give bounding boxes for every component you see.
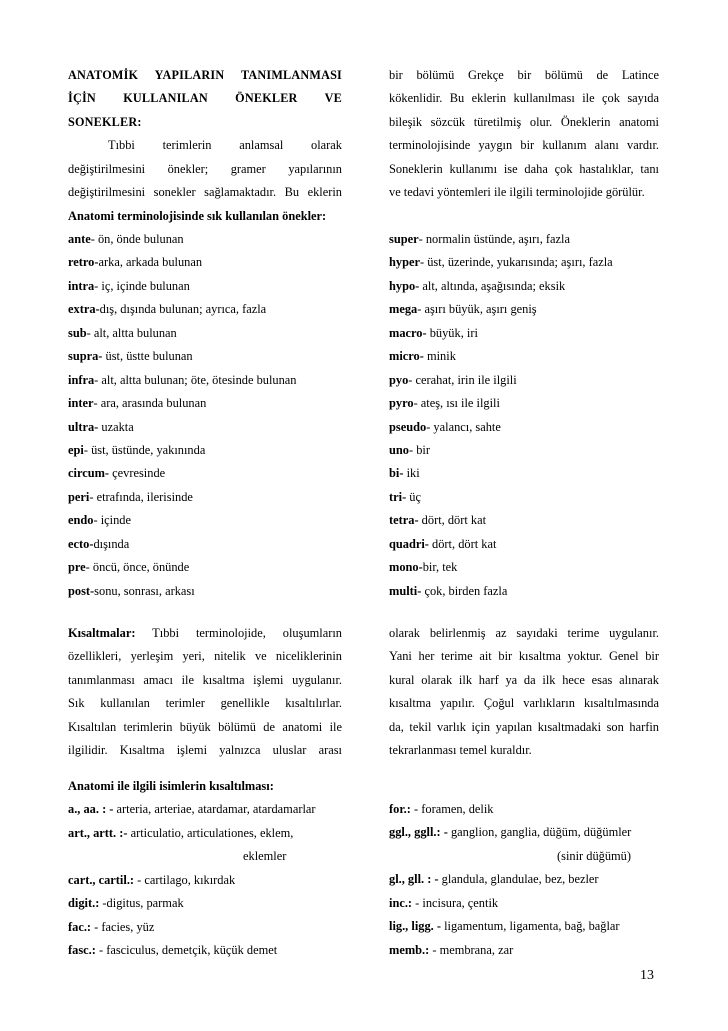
prefix-entry — [389, 322, 659, 345]
prefix-term: retro- — [68, 255, 99, 270]
prefix-entry — [68, 298, 342, 321]
abbreviation-definition: ganglion, ganglia, düğüm, düğümler — [447, 825, 632, 840]
abbreviation-definition: articulatio, articulationes, eklem, — [127, 825, 294, 840]
prefix-term: bi- — [389, 466, 404, 481]
abbreviation-entry — [68, 869, 342, 892]
prefix-definition: bir, tek — [422, 560, 458, 575]
prefix-definition: dış, dışında bulunan; ayrıca, fazla — [99, 302, 267, 317]
prefix-term: micro- — [389, 349, 424, 364]
abbreviation-entry — [68, 845, 342, 868]
paragraph-line: bileşik sözcük türetilmiş olur. Öneklerin anatomi — [389, 114, 659, 129]
prefix-entry — [68, 509, 342, 532]
prefix-term: multi- — [389, 583, 422, 598]
paragraph-text: Tıbbi terminolojide, oluşumların — [135, 626, 342, 640]
abbreviation-term: a., aa. : - — [68, 802, 114, 817]
prefix-definition: üst, üstte bulunan — [102, 349, 193, 364]
prefix-definition: uzakta — [98, 419, 134, 434]
prefix-entry — [68, 556, 342, 579]
prefix-definition: - yalancı, sahte — [426, 419, 501, 434]
prefix-entry — [389, 369, 659, 392]
abbreviation-entry — [389, 939, 659, 962]
prefix-entry — [389, 416, 659, 439]
paragraph-line: kökenlidir. Bu eklerin kullanılması ile çok sayıda — [389, 91, 659, 106]
prefix-term: extra- — [68, 302, 100, 317]
prefix-entry — [68, 439, 342, 462]
paragraph-line: Soneklerin kullanımı ise daha çok hastalıklar, tanı — [389, 161, 659, 176]
prefix-definition: - alt, altta bulunan — [86, 325, 177, 340]
paragraph-line: bir bölümü Grekçe bir bölümü de Latince — [389, 68, 659, 82]
page-number: 13 — [640, 968, 654, 983]
prefix-term: pseudo — [389, 419, 427, 434]
prefix-entry — [68, 369, 342, 392]
abbreviation-definition: eklemler — [243, 849, 287, 864]
prefix-entry — [68, 251, 342, 274]
right-column-top — [389, 64, 659, 205]
abbreviation-definition: - incisura, çentik — [412, 895, 499, 910]
abbreviation-term: inc.: — [389, 895, 413, 910]
abbreviation-term: fac.: — [68, 919, 92, 934]
prefix-entry — [68, 486, 342, 509]
prefix-entry — [389, 275, 659, 298]
abbreviation-entry — [68, 822, 342, 845]
prefix-entry — [389, 298, 659, 321]
paragraph-line: tanımlanması amacı ile kısaltma işlemi uygulanır. — [68, 672, 342, 687]
abbreviation-entry — [389, 915, 659, 938]
abbreviation-paragraph-right — [389, 622, 659, 763]
prefix-entry — [68, 533, 342, 556]
abbreviation-entry — [68, 892, 342, 915]
paragraph-line: olarak belirlenmiş az sayıdaki terime uygulanır. — [389, 626, 659, 640]
left-column-top — [68, 64, 342, 228]
prefix-definition: çok, birden fazla — [421, 583, 508, 598]
prefix-definition: üç — [406, 489, 421, 504]
prefix-entry — [68, 580, 342, 603]
prefix-definition: - üst, üstünde, yakınında — [83, 442, 206, 457]
abbreviation-definition: (sinir düğümü) — [557, 848, 631, 863]
prefix-term: peri — [68, 489, 90, 504]
abbreviation-definition: - membrana, zar — [429, 942, 514, 957]
prefix-entry — [389, 439, 659, 462]
abbreviation-term: ggl., ggll.: - — [389, 825, 448, 840]
abbreviation-paragraph-left — [68, 622, 342, 763]
abbreviation-definition: - foramen, delik — [410, 802, 494, 816]
abbreviation-entry — [389, 892, 659, 915]
prefix-definition: - ara, arasında bulunan — [93, 396, 207, 411]
prefix-term: mega — [389, 302, 418, 317]
prefix-entry — [389, 392, 659, 415]
list-heading: Anatomi terminolojisinde sık kullanılan önekler: — [68, 208, 327, 223]
prefix-definition: - alt, altta bulunan; öte, ötesinde bulunan — [94, 372, 297, 387]
prefix-entry — [68, 416, 342, 439]
paragraph-line: kural olarak ilk harf ya da ilk hece esas alınarak — [389, 672, 659, 687]
prefix-entry — [389, 580, 659, 603]
prefix-definition: - etrafında, ilerisinde — [89, 489, 193, 504]
abbreviation-term: art., artt. :- — [68, 825, 128, 840]
prefix-entry — [389, 345, 659, 368]
prefix-definition: - cerahat, irin ile ilgili — [408, 372, 517, 387]
prefix-definition: - bir — [408, 442, 430, 457]
paragraph-line: ve tedavi yöntemleri ile ilgili terminolojide görülür. — [389, 185, 645, 200]
prefix-term: ecto- — [68, 536, 94, 551]
abbreviation-entry — [68, 798, 342, 821]
paragraph-line: tekrarlanması temel kuraldır. — [389, 743, 532, 758]
prefix-definition: minik — [423, 349, 456, 364]
section-title-line: ANATOMİK YAPILARIN TANIMLANMASI — [68, 68, 342, 82]
names-heading: Anatomi ile ilgili isimlerin kısaltılması: — [68, 779, 274, 793]
abbreviation-label: Kısaltmalar: — [68, 626, 136, 640]
prefix-term: supra- — [68, 349, 103, 364]
abbreviation-term: memb.: — [389, 942, 430, 957]
names-list-right — [389, 798, 659, 962]
prefix-definition: çevresinde — [109, 466, 166, 481]
abbreviation-term: fasc.: — [68, 943, 96, 958]
prefix-entry — [68, 275, 342, 298]
prefix-term: ante — [68, 232, 91, 246]
prefix-definition: dışında — [93, 536, 130, 551]
paragraph-line: ilgilidir. Kısaltma işlemi yalnızca uluslar arası — [68, 743, 342, 758]
abbreviation-entry — [389, 821, 659, 844]
prefix-term: epi — [68, 442, 84, 457]
prefix-term: hypo- — [389, 278, 420, 293]
prefix-definition: - içinde — [93, 513, 131, 528]
prefix-entry — [68, 228, 342, 251]
section-title-line: İÇİN KULLANILAN ÖNEKLER VE — [68, 91, 342, 106]
prefix-entry — [68, 322, 342, 345]
prefix-definition: - ateş, ısı ile ilgili — [413, 396, 500, 411]
prefix-definition: - aşırı büyük, aşırı geniş — [417, 302, 537, 317]
prefix-definition: alt, altında, aşağısında; eksik — [419, 278, 566, 293]
prefix-term: post- — [68, 583, 95, 598]
paragraph-line: özellikleri, yerleşim yeri, nitelik ve niceliklerinin — [68, 649, 342, 664]
prefix-definition: - iç, içinde bulunan — [94, 278, 190, 293]
abbreviation-entry — [68, 939, 342, 962]
prefix-list-left — [68, 228, 342, 603]
prefix-definition: - öncü, önce, önünde — [85, 560, 190, 575]
prefix-term: sub — [68, 325, 87, 340]
prefix-term: mono- — [389, 560, 423, 575]
prefix-term: super — [389, 232, 419, 246]
prefix-term: intra — [68, 278, 95, 293]
abbreviation-definition: - fasciculus, demetçik, küçük demet — [95, 943, 278, 958]
prefix-definition: dört, dört kat — [418, 513, 487, 528]
paragraph-line: değiştirilmesini sonekler sağlamaktadır. Bu eklerin — [68, 185, 342, 200]
prefix-definition: iki — [403, 466, 420, 481]
abbreviation-entry — [68, 916, 342, 939]
prefix-term: endo — [68, 513, 94, 528]
section-title-line: SONEKLER: — [68, 114, 142, 129]
prefix-definition: - ön, önde bulunan — [90, 232, 184, 246]
prefix-definition: - üst, üzerinde, yukarısında; aşırı, fazla — [419, 255, 613, 270]
abbreviation-entry — [389, 798, 659, 821]
prefix-definition: büyük, iri — [426, 325, 478, 340]
prefix-entry — [389, 228, 659, 251]
prefix-entry — [389, 486, 659, 509]
prefix-entry — [68, 392, 342, 415]
prefix-entry — [389, 462, 659, 485]
prefix-definition: dört, dört kat — [428, 536, 497, 551]
abbreviation-definition: glandula, glandulae, bez, bezler — [438, 872, 599, 887]
prefix-term: pyo — [389, 372, 409, 387]
abbreviation-definition: - facies, yüz — [91, 919, 155, 934]
paragraph-line: Tıbbi terimlerin anlamsal olarak — [108, 138, 342, 153]
prefix-term: pre — [68, 560, 86, 575]
prefix-term: inter — [68, 396, 94, 411]
paragraph-line: terminolojisinde yaygın bir kullanım alanı vardır. — [389, 138, 659, 153]
prefix-entry — [68, 345, 342, 368]
paragraph-line: Yani her terime ait bir kısaltma yoktur. Genel bir — [389, 649, 659, 664]
prefix-definition: arka, arkada bulunan — [98, 255, 203, 270]
prefix-entry — [389, 251, 659, 274]
abbreviation-definition: ligamentum, ligamenta, bağ, bağlar — [440, 919, 620, 934]
abbreviation-entry — [389, 845, 659, 868]
prefix-definition: - normalin üstünde, aşırı, fazla — [418, 232, 571, 246]
prefix-list-right — [389, 228, 659, 603]
prefix-term: circum- — [68, 466, 110, 481]
prefix-term: macro- — [389, 325, 427, 340]
prefix-term: hyper — [389, 255, 420, 270]
abbreviation-entry — [389, 868, 659, 891]
paragraph-line: Sık kullanılan terimler genellikle kısaltılırlar. — [68, 696, 342, 711]
prefix-term: quadri- — [389, 536, 429, 551]
prefix-entry — [68, 462, 342, 485]
paragraph-line: Kısaltılan terimlerin büyük bölümü de anatomi ile — [68, 719, 342, 734]
abbreviation-definition: -digitus, parmak — [99, 896, 184, 911]
names-list-left — [68, 775, 342, 963]
paragraph-line: da, tekil varlık için yapılan kısaltmadaki son harfin — [389, 719, 659, 734]
paragraph-line — [68, 622, 342, 645]
prefix-term: pyro — [389, 396, 414, 411]
prefix-term: ultra- — [68, 419, 99, 434]
prefix-definition: sonu, sonrası, arkası — [94, 583, 195, 598]
abbreviation-term: digit.: — [68, 896, 100, 911]
prefix-entry — [389, 509, 659, 532]
abbreviation-definition: - cartilago, kıkırdak — [134, 872, 236, 887]
abbreviation-definition: arteria, arteriae, atardamar, atardamarlar — [113, 802, 316, 817]
prefix-entry — [389, 556, 659, 579]
paragraph-line: değiştirilmesini önekler; gramer yapılarının — [68, 161, 342, 176]
prefix-term: uno — [389, 442, 409, 457]
prefix-term: tri- — [389, 489, 407, 504]
abbreviation-term: cart., cartil.: — [68, 872, 135, 887]
abbreviation-term: gl., gll. : - — [389, 872, 439, 887]
prefix-entry — [389, 533, 659, 556]
abbreviation-term: for.: — [389, 802, 411, 816]
abbreviation-term: lig., ligg. - — [389, 919, 441, 934]
paragraph-line: kısaltma yapılır. Çoğul varlıkların kısaltılmasında — [389, 696, 659, 711]
prefix-term: tetra- — [389, 513, 419, 528]
prefix-term: infra — [68, 372, 95, 387]
